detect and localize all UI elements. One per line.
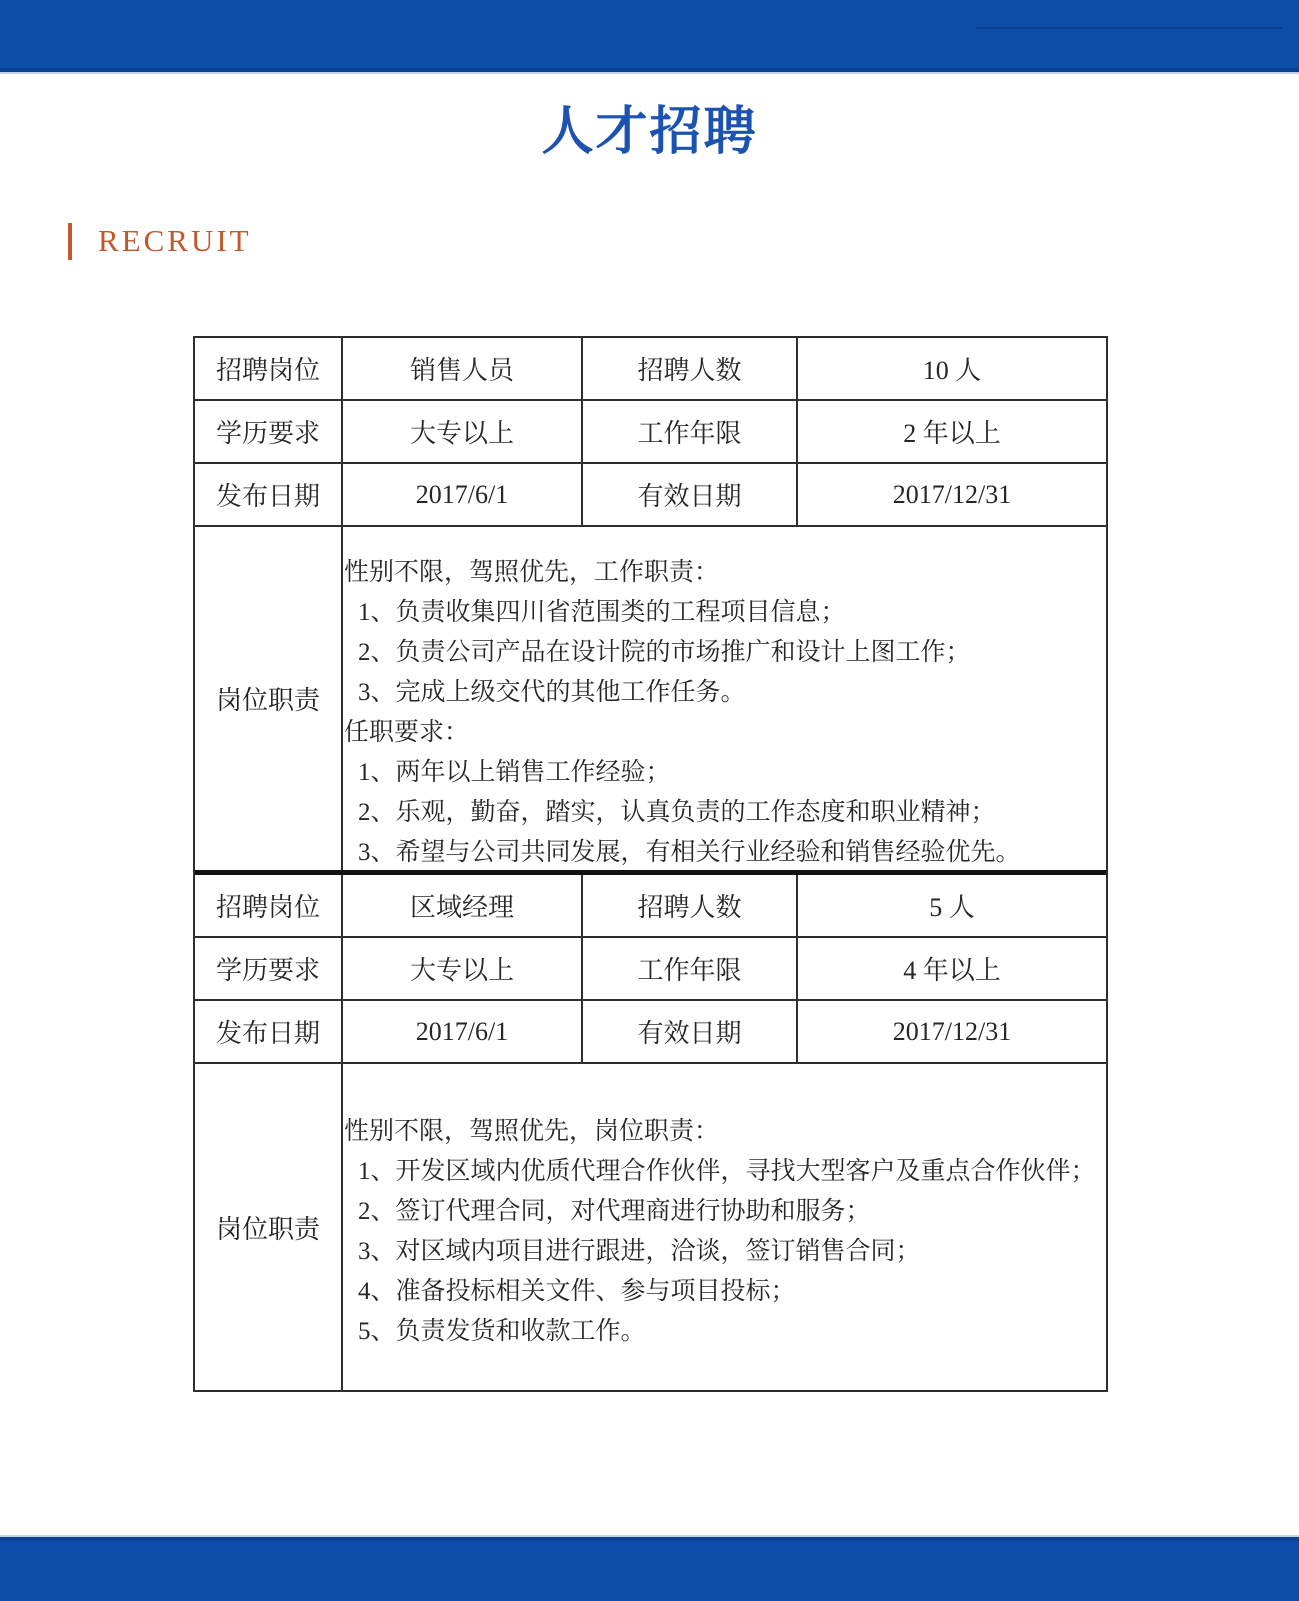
duty-line: 3、完成上级交代的其他工作任务。: [358, 679, 746, 706]
field-label-publish-date: 发布日期: [195, 1001, 343, 1062]
field-value-publish-date: 2017/6/1: [343, 1001, 583, 1062]
duty-line: 性别不限，驾照优先，工作职责：: [344, 559, 720, 586]
duty-label-cell: 岗位职责: [195, 1064, 343, 1390]
table-row-job2-education: [195, 938, 1106, 1001]
table-row-job1-position: [195, 338, 1106, 401]
duty-line: 3、希望与公司共同发展，有相关行业经验和销售经验优先。: [358, 839, 1021, 866]
field-label-publish-date: 发布日期: [195, 464, 343, 525]
field-label-position: 招聘岗位: [195, 338, 343, 399]
field-label-headcount: 招聘人数: [583, 338, 798, 399]
field-label-valid-date: 有效日期: [583, 464, 798, 525]
section-header: [68, 222, 252, 260]
field-value-experience: 2 年以上: [903, 419, 1001, 448]
top-banner: [0, 0, 1299, 74]
section-label: RECRUIT: [98, 223, 252, 258]
recruitment-table: [193, 336, 1108, 1392]
duty-content-cell: [343, 1064, 1106, 1390]
field-label-valid-date: 有效日期: [583, 1001, 798, 1062]
bottom-banner: [0, 1535, 1299, 1601]
table-row-job2-position: [195, 875, 1106, 938]
duty-line: 任职要求：: [344, 719, 470, 746]
duty-line: 3、对区域内项目进行跟进，洽谈，签订销售合同；: [358, 1238, 921, 1265]
duty-line: 性别不限，驾照优先，岗位职责：: [344, 1118, 720, 1145]
field-label-education: 学历要求: [195, 938, 343, 999]
field-value-education: 大专以上: [343, 401, 583, 462]
field-label-position: 招聘岗位: [195, 875, 343, 936]
duty-line: 1、负责收集四川省范围类的工程项目信息；: [358, 599, 846, 626]
field-value-experience: 4 年以上: [903, 956, 1001, 985]
table-row-job1-education: [195, 401, 1106, 464]
table-row-job2-dates: [195, 1001, 1106, 1064]
duty-line: 1、两年以上销售工作经验；: [358, 759, 671, 786]
table-row-job1-duties: [195, 527, 1106, 870]
field-value-publish-date: 2017/6/1: [343, 464, 583, 525]
field-label-education: 学历要求: [195, 401, 343, 462]
field-value-position: 区域经理: [343, 875, 583, 936]
banner-decorative-line: [975, 27, 1283, 29]
field-label-headcount: 招聘人数: [583, 875, 798, 936]
table-row-job2-duties: [195, 1064, 1106, 1390]
duty-content-cell: [343, 527, 1106, 870]
field-value-valid-date: 2017/12/31: [892, 1016, 1012, 1046]
duty-line: 2、签订代理合同，对代理商进行协助和服务；: [358, 1198, 871, 1225]
page-title: 人才招聘: [541, 103, 758, 161]
field-value-position: 销售人员: [343, 338, 583, 399]
field-label-experience: 工作年限: [583, 938, 798, 999]
duty-line: 2、乐观，勤奋，踏实，认真负责的工作态度和职业精神；: [358, 799, 996, 826]
duty-line: 1、开发区域内优质代理合作伙伴，寻找大型客户及重点合作伙伴；: [358, 1158, 1096, 1185]
field-value-headcount: 10 人: [922, 356, 982, 385]
field-label-experience: 工作年限: [583, 401, 798, 462]
field-value-education: 大专以上: [343, 938, 583, 999]
section-accent-bar: [68, 223, 72, 260]
field-value-valid-date: 2017/12/31: [892, 479, 1012, 509]
duty-label-cell: 岗位职责: [195, 527, 343, 870]
duty-line: 2、负责公司产品在设计院的市场推广和设计上图工作；: [358, 639, 971, 666]
duty-line: 5、负责发货和收款工作。: [358, 1318, 646, 1345]
table-row-job1-dates: [195, 464, 1106, 527]
duty-line: 4、准备投标相关文件、参与项目投标；: [358, 1278, 796, 1305]
field-value-headcount: 5 人: [929, 893, 975, 922]
